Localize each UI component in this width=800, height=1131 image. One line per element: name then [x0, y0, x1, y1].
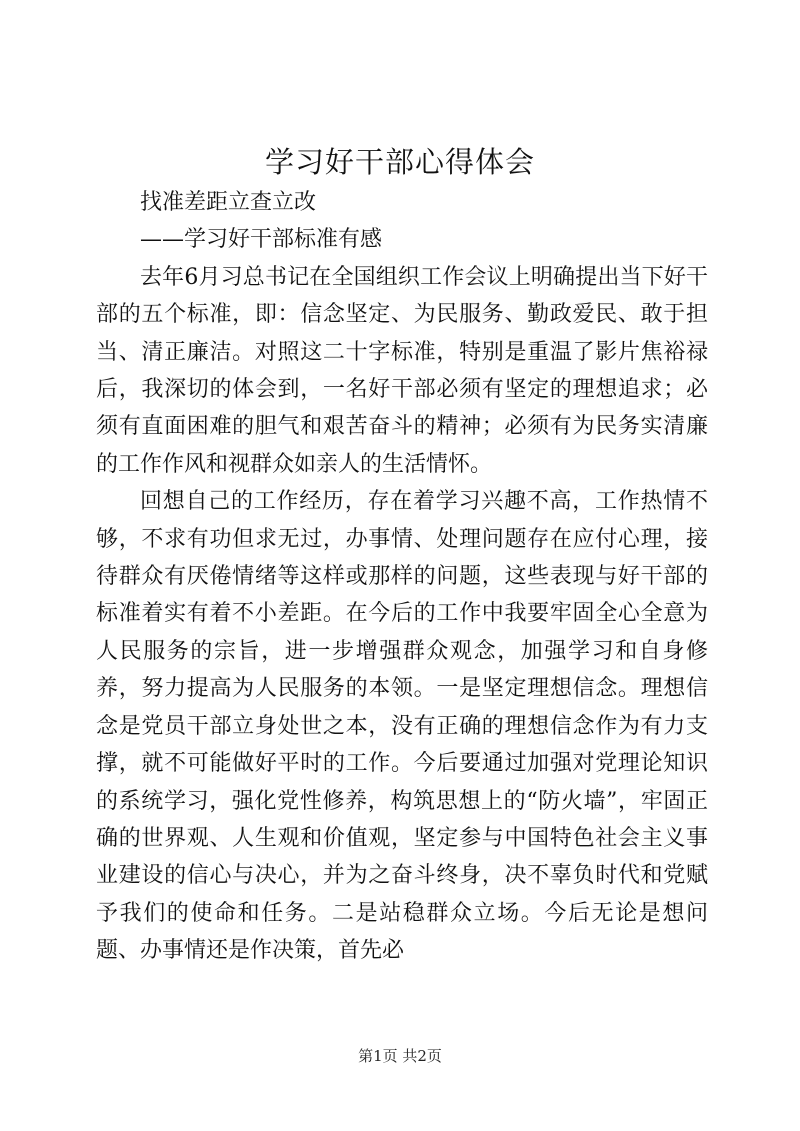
- heading-line-1: 找准差距立查立改: [140, 190, 317, 215]
- document-title: 学习好干部心得体会: [264, 145, 535, 179]
- heading-line-2: ——学习好干部标准有感: [140, 227, 383, 253]
- page-indicator: 第1页 共2页: [358, 1047, 442, 1065]
- document-body: [96, 184, 708, 970]
- page-footer: [0, 1046, 800, 1066]
- paragraph-1: 去年6月习总书记在全国组织工作会议上明确提出当下好干部的五个标准，即：信念坚定、为民服务、勤政爱民、敢于担当、清正廉洁。对照这二十字标准，特别是重温了影片焦裕禄后，我深切的体会到，一名好干部必须有坚定的理想追求；必须有直面困难的胆气和艰苦奋斗的精神；必须有为民务实清廉的工作作风和视群众如亲人的生活情怀。: [96, 264, 708, 477]
- paragraph-2: 回想自己的工作经历，存在着学习兴趣不高，工作热情不够，不求有功但求无过，办事情、处理问题存在应付心理，接待群众有厌倦情绪等这样或那样的问题，这些表现与好干部的标准着实有着不小差距。在今后的工作中我要牢固全心全意为人民服务的宗旨，进一步增强群众观念，加强学习和自身修养，努力提高为人民服务的本领。一是坚定理想信念。理想信念是党员干部立身处世之本，没有正确的理想信念作为有力支撑，就不可能做好平时的工作。今后要通过加强对党理论知识的系统学习，强化党性修养，构筑思想上的“防火墙”，牢固正确的世界观、人生观和价值观，坚定参与中国特色社会主义事业建设的信心与决心，并为之奋斗终身，决不辜负时代和党赋予我们的使命和任务。二是站稳群众立场。今后无论是想问题、办事情还是作决策，首先必: [96, 489, 708, 964]
